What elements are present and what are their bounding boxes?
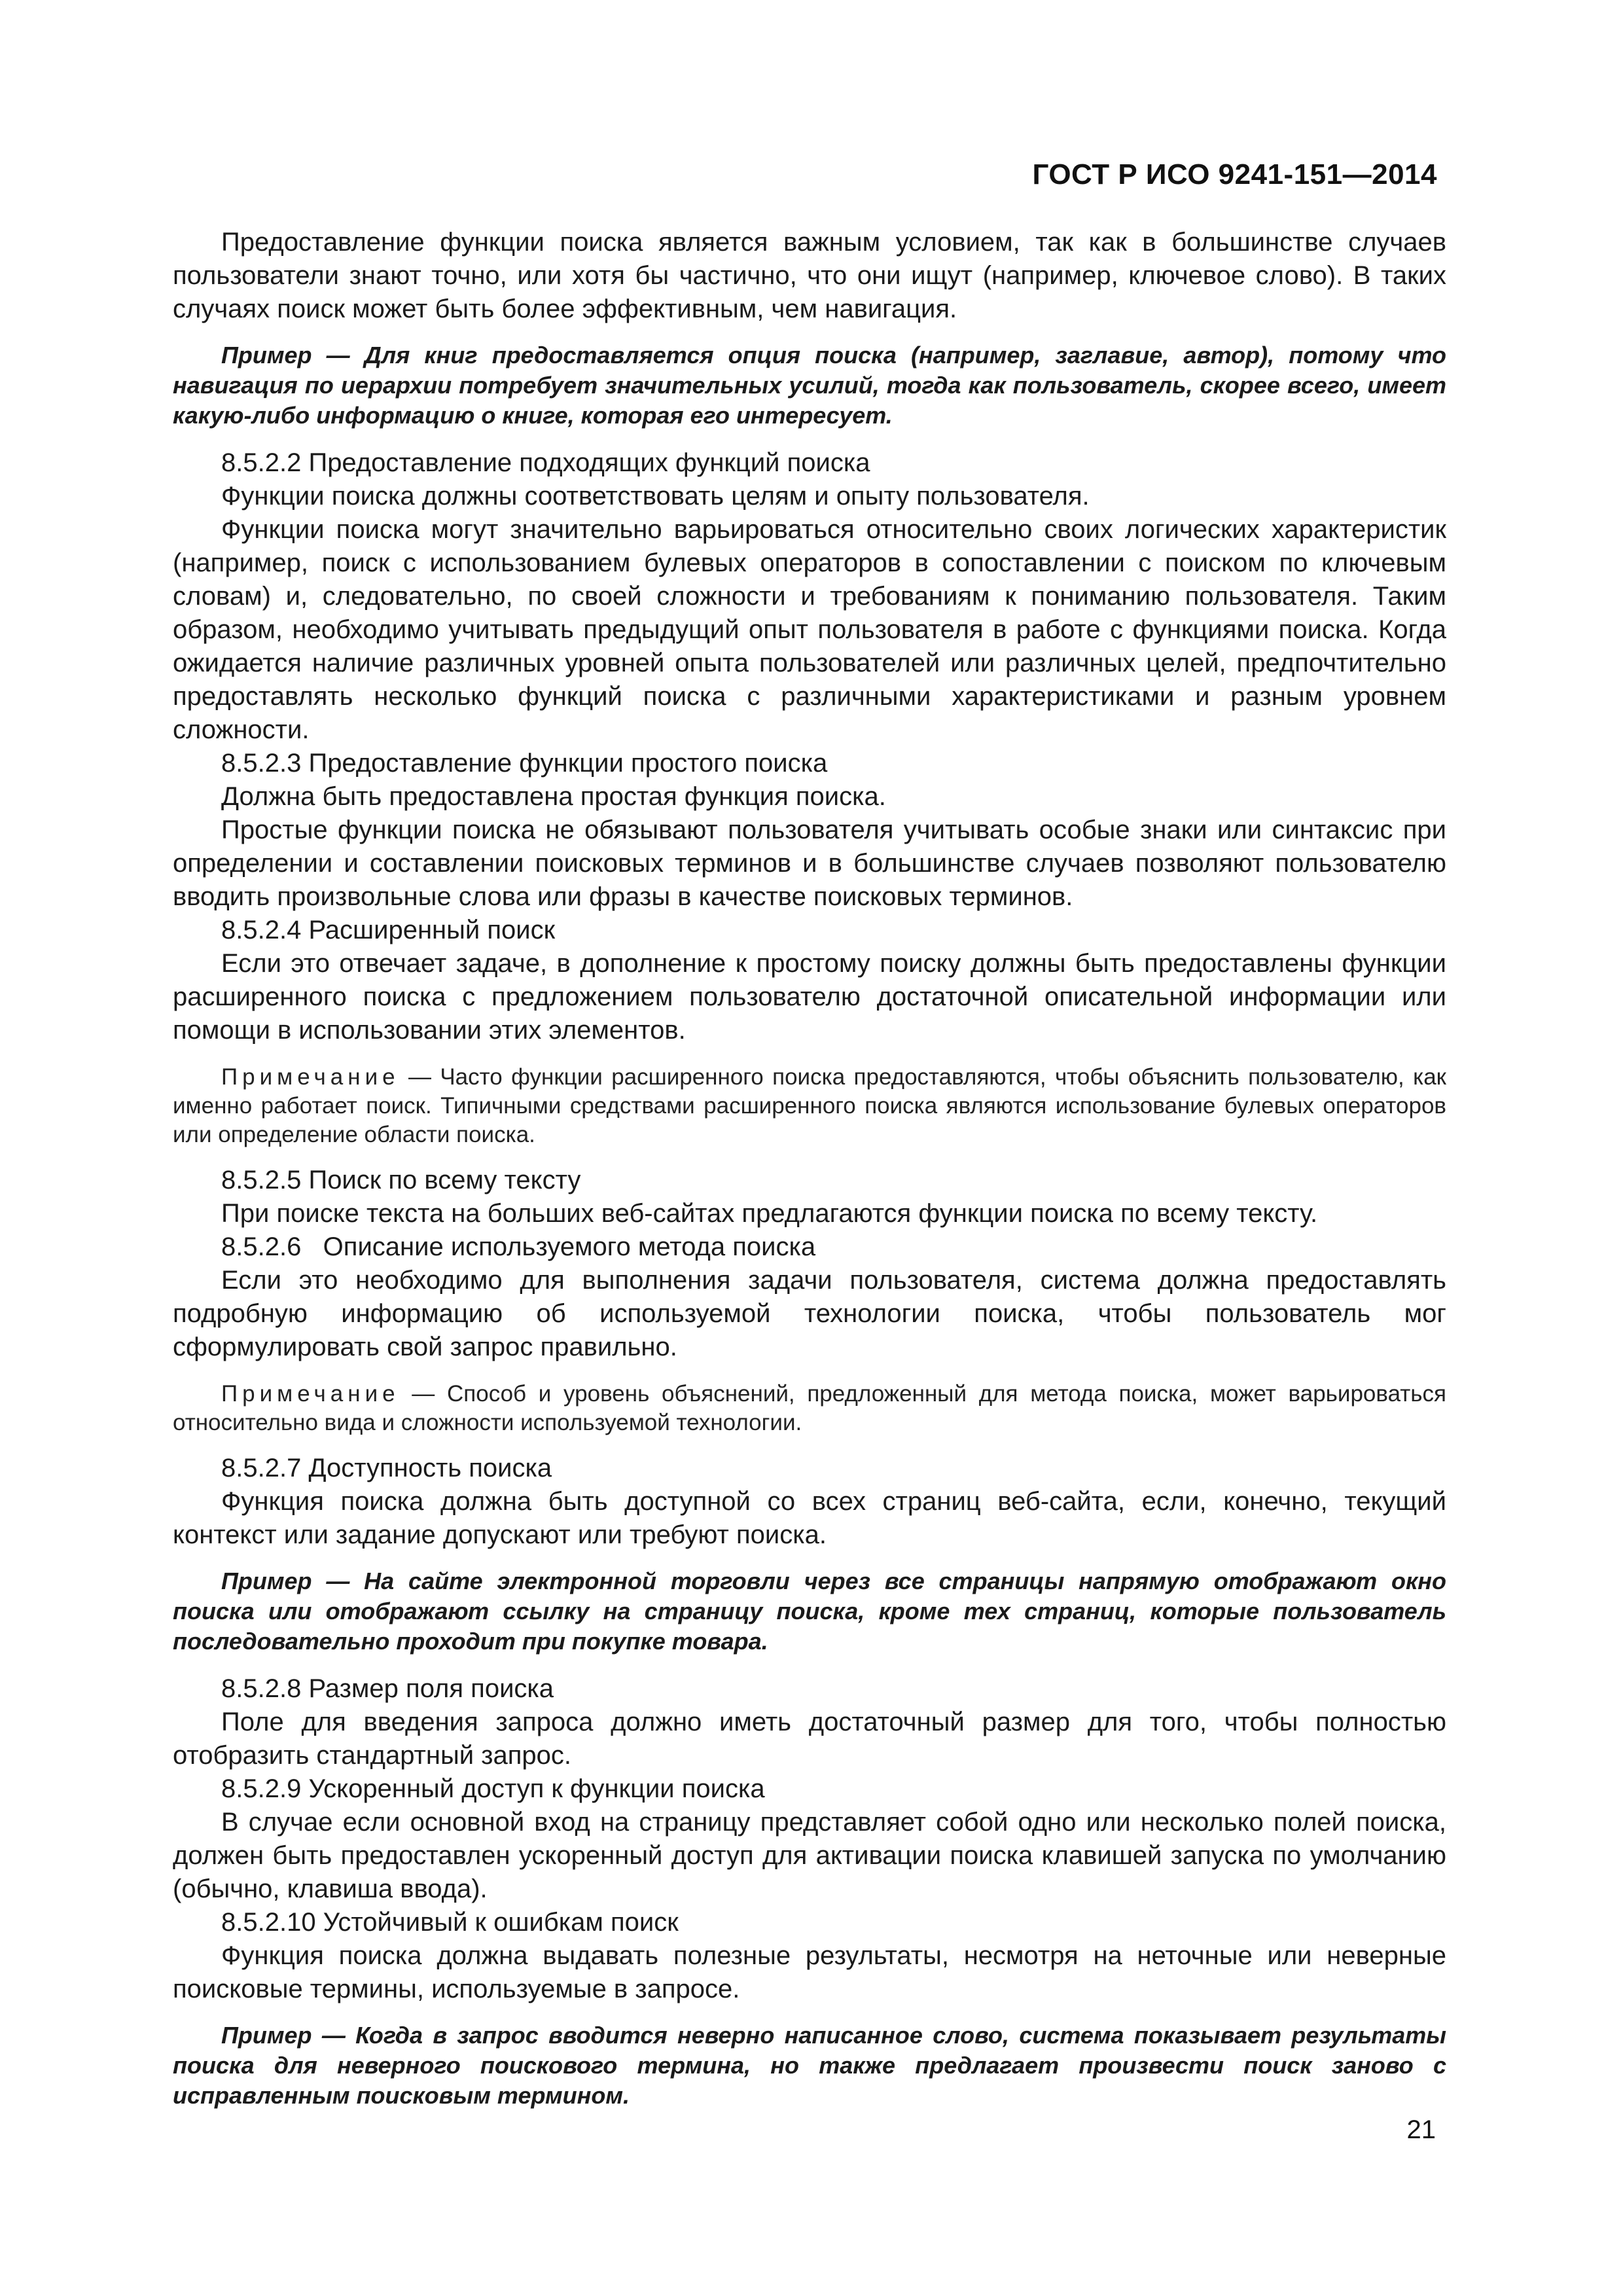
section-heading-8-5-2-8: 8.5.2.8 Размер поля поиска <box>221 1674 554 1703</box>
paragraph: Если это отвечает задаче, в дополнение к простому поиску должны быть предоставлены функции расширенного поиска с предложением пользователю достаточной описательной информации или помощи в использовании этих элементов. <box>173 949 1446 1045</box>
section-heading-8-5-2-2: 8.5.2.2 Предоставление подходящих функций поиска <box>221 448 870 477</box>
page-number: 21 <box>1406 2115 1436 2144</box>
note-block <box>173 1063 1446 1149</box>
note-text: — Способ и уровень объяснений, предложенный для метода поиска, может варьироваться относительно вида и сложности используемой технологии. <box>173 1381 1446 1435</box>
paragraph: Предоставление функции поиска является важным условием, так как в большинстве случаев пользователи знают точно, или хотя бы частично, что они ищут (например, ключевое слово). В таких случаях поиск может быть более эффективным, чем навигация. <box>173 228 1446 323</box>
note-label: Примечание <box>221 1064 400 1090</box>
document-header-id: ГОСТ Р ИСО 9241-151—2014 <box>1032 158 1437 190</box>
example-block: Пример — Когда в запрос вводится неверно написанное слово, система показывает результаты поиска для неверного поискового термина, но также предлагает произвести поиск заново с исправленным поисковым термином. <box>173 2022 1446 2109</box>
section-heading-8-5-2-9: 8.5.2.9 Ускоренный доступ к функции поиска <box>221 1774 765 1803</box>
note-block <box>173 1380 1446 1437</box>
example-block: Пример — На сайте электронной торговли через все страницы напрямую отображают окно поиска или отображают ссылку на страницу поиска, кроме тех страниц, которые пользователь последовательно проходит при покупке товара. <box>173 1568 1446 1655</box>
paragraph: Если это необходимо для выполнения задачи пользователя, система должна предоставлять подробную информацию об используемой технологии поиска, чтобы пользователь мог сформулировать свой запрос правильно. <box>173 1266 1446 1361</box>
paragraph: Поле для введения запроса должно иметь достаточный размер для того, чтобы полностью отобразить стандартный запрос. <box>173 1708 1446 1770</box>
paragraph: В случае если основной вход на страницу представляет собой одно или несколько полей поиска, должен быть предоставлен ускоренный доступ для активации поиска клавишей запуска по умолчанию (обычно, клавиша ввода). <box>173 1808 1446 1903</box>
paragraph: Простые функции поиска не обязывают пользователя учитывать особые знаки или синтаксис при определении и составлении поисковых терминов и в большинстве случаев позволяют пользователю вводить произвольные слова или фразы в качестве поисковых терминов. <box>173 816 1446 911</box>
paragraph: Функции поиска могут значительно варьироваться относительно своих логических характеристик (например, поиск с использованием булевых операторов в сопоставлении с поиском по ключевым словам) и, следовательно, по своей сложности и требованиям к пониманию пользователя. Таким образом, необходимо учитывать предыдущий опыт пользователя в работе с функциями поиска. Когда ожидается наличие различных уровней опыта пользователей или различных целей, предпочтительно предоставлять несколько функций поиска с различными характеристиками и разным уровнем сложности. <box>173 515 1446 744</box>
section-heading-8-5-2-7: 8.5.2.7 Доступность поиска <box>221 1454 552 1482</box>
paragraph: При поиске текста на больших веб-сайтах предлагаются функции поиска по всему тексту. <box>221 1199 1318 1228</box>
paragraph: Функции поиска должны соответствовать целям и опыту пользователя. <box>221 482 1090 511</box>
section-heading-8-5-2-3: 8.5.2.3 Предоставление функции простого поиска <box>221 749 828 778</box>
note-label: Примечание <box>221 1381 400 1407</box>
paragraph: Должна быть предоставлена простая функция поиска. <box>221 782 886 811</box>
example-block: Пример — Для книг предоставляется опция поиска (например, заглавие, автор), потому что навигация по иерархии потребует значительных усилий, тогда как пользователь, скорее всего, имеет какую-либо информацию о книге, которая его интересует. <box>173 342 1446 429</box>
section-heading-8-5-2-4: 8.5.2.4 Расширенный поиск <box>221 916 556 944</box>
paragraph: Функция поиска должна выдавать полезные результаты, несмотря на неточные или неверные поисковые термины, используемые в запросе. <box>173 1941 1446 2003</box>
section-heading-8-5-2-6: 8.5.2.6 Описание используемого метода поиска <box>221 1232 816 1261</box>
document-body <box>173 226 1446 2126</box>
section-heading-8-5-2-10: 8.5.2.10 Устойчивый к ошибкам поиск <box>221 1908 679 1937</box>
paragraph: Функция поиска должна быть доступной со всех страниц веб-сайта, если, конечно, текущий контекст или задание допускают или требуют поиска. <box>173 1487 1446 1549</box>
note-text: — Часто функции расширенного поиска предоставляются, чтобы объяснить пользователю, как именно работает поиск. Типичными средствами расширенного поиска являются использование булевых операторов или определение области поиска. <box>173 1064 1446 1147</box>
section-heading-8-5-2-5: 8.5.2.5 Поиск по всему тексту <box>221 1166 581 1194</box>
